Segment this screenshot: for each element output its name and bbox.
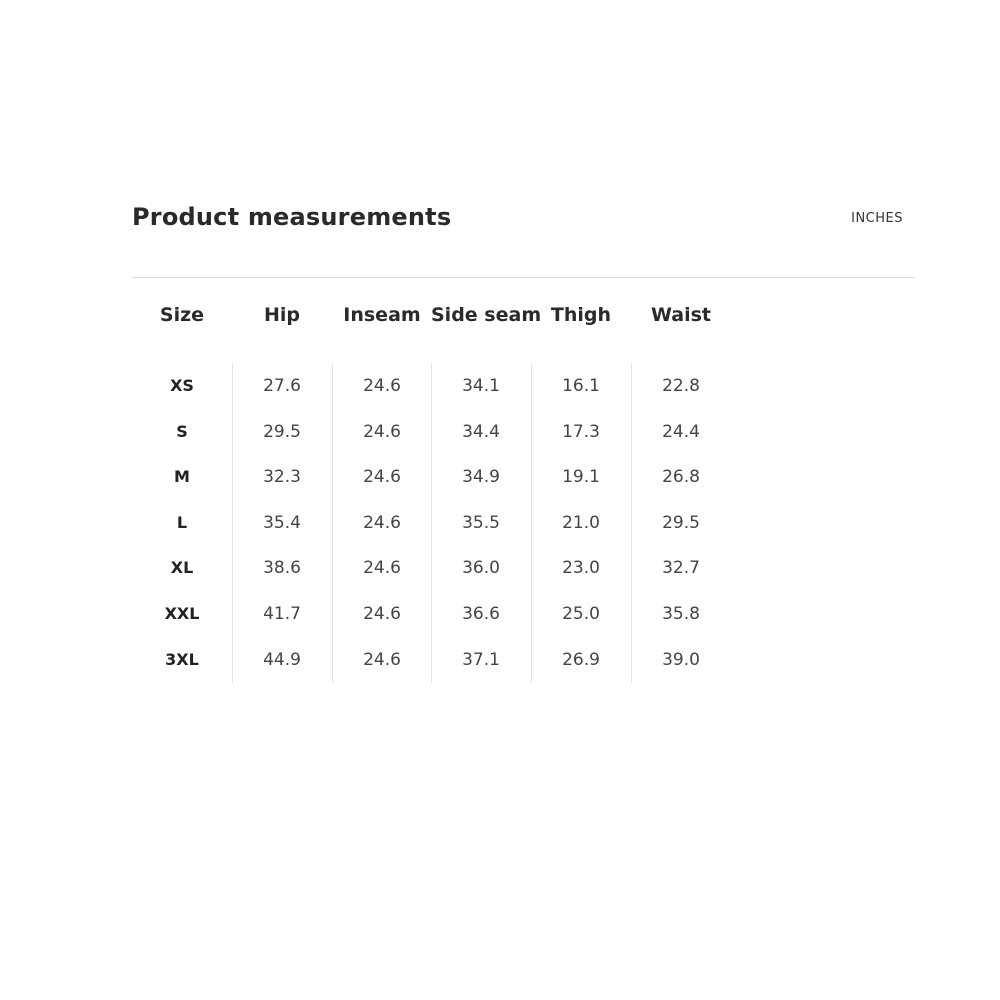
- size-cell: XL: [170, 558, 194, 578]
- thigh-cell: 21.0: [562, 512, 600, 533]
- waist-cell: 29.5: [662, 512, 700, 533]
- hip-cell: 29.5: [263, 421, 301, 442]
- side-seam-cell: 34.4: [462, 421, 500, 442]
- thigh-cell: 26.9: [562, 649, 600, 670]
- size-chart-table: [132, 278, 915, 683]
- size-cell: XXL: [164, 603, 200, 623]
- inseam-cell: 24.6: [363, 467, 401, 488]
- product-measurements-panel: [132, 195, 915, 683]
- hip-cell: 44.9: [263, 649, 301, 670]
- waist-cell: 35.8: [662, 603, 700, 624]
- thigh-cell: 16.1: [562, 376, 600, 396]
- column-header-hip: Hip: [263, 304, 300, 326]
- thigh-cell: 17.3: [562, 421, 600, 442]
- waist-cell: 39.0: [662, 649, 700, 670]
- table-row: [132, 592, 915, 638]
- table-row: [132, 638, 915, 684]
- waist-cell: 26.8: [662, 467, 700, 488]
- hip-cell: 41.7: [263, 603, 301, 624]
- page-title: Product measurements: [132, 203, 452, 231]
- column-header-thigh: Thigh: [550, 304, 612, 326]
- waist-cell: 22.8: [662, 376, 700, 396]
- table-row: [132, 455, 915, 501]
- table-row: [132, 364, 915, 410]
- units-label[interactable]: INCHES: [851, 211, 903, 226]
- table-header-row: [132, 278, 915, 364]
- waist-cell: 32.7: [662, 558, 700, 579]
- inseam-cell: 24.6: [363, 558, 401, 579]
- side-seam-cell: 34.1: [462, 376, 500, 396]
- thigh-cell: 23.0: [562, 558, 600, 579]
- size-cell: S: [176, 421, 188, 441]
- panel-header: [132, 195, 915, 278]
- hip-cell: 38.6: [263, 558, 301, 579]
- hip-cell: 32.3: [263, 467, 301, 488]
- column-header-size: Size: [159, 304, 205, 326]
- size-cell: XS: [170, 376, 194, 395]
- inseam-cell: 24.6: [363, 376, 401, 396]
- size-cell: L: [176, 512, 188, 532]
- table-body: [132, 364, 915, 683]
- side-seam-cell: 37.1: [462, 649, 500, 670]
- hip-cell: 27.6: [263, 376, 301, 396]
- inseam-cell: 24.6: [363, 649, 401, 670]
- table-row: [132, 501, 915, 547]
- side-seam-cell: 35.5: [462, 512, 500, 533]
- inseam-cell: 24.6: [363, 512, 401, 533]
- table-row: [132, 546, 915, 592]
- side-seam-cell: 36.6: [462, 603, 500, 624]
- size-cell: 3XL: [165, 649, 199, 669]
- size-cell: M: [174, 467, 190, 487]
- table-row: [132, 410, 915, 456]
- column-header-inseam: Inseam: [343, 304, 421, 326]
- thigh-cell: 19.1: [562, 467, 600, 488]
- thigh-cell: 25.0: [562, 603, 600, 624]
- inseam-cell: 24.6: [363, 603, 401, 624]
- hip-cell: 35.4: [263, 512, 301, 533]
- side-seam-cell: 36.0: [462, 558, 500, 579]
- side-seam-cell: 34.9: [462, 467, 500, 488]
- inseam-cell: 24.6: [363, 421, 401, 442]
- waist-cell: 24.4: [662, 421, 700, 442]
- column-header-side-seam: Side seam: [431, 304, 542, 326]
- column-header-waist: Waist: [650, 304, 711, 326]
